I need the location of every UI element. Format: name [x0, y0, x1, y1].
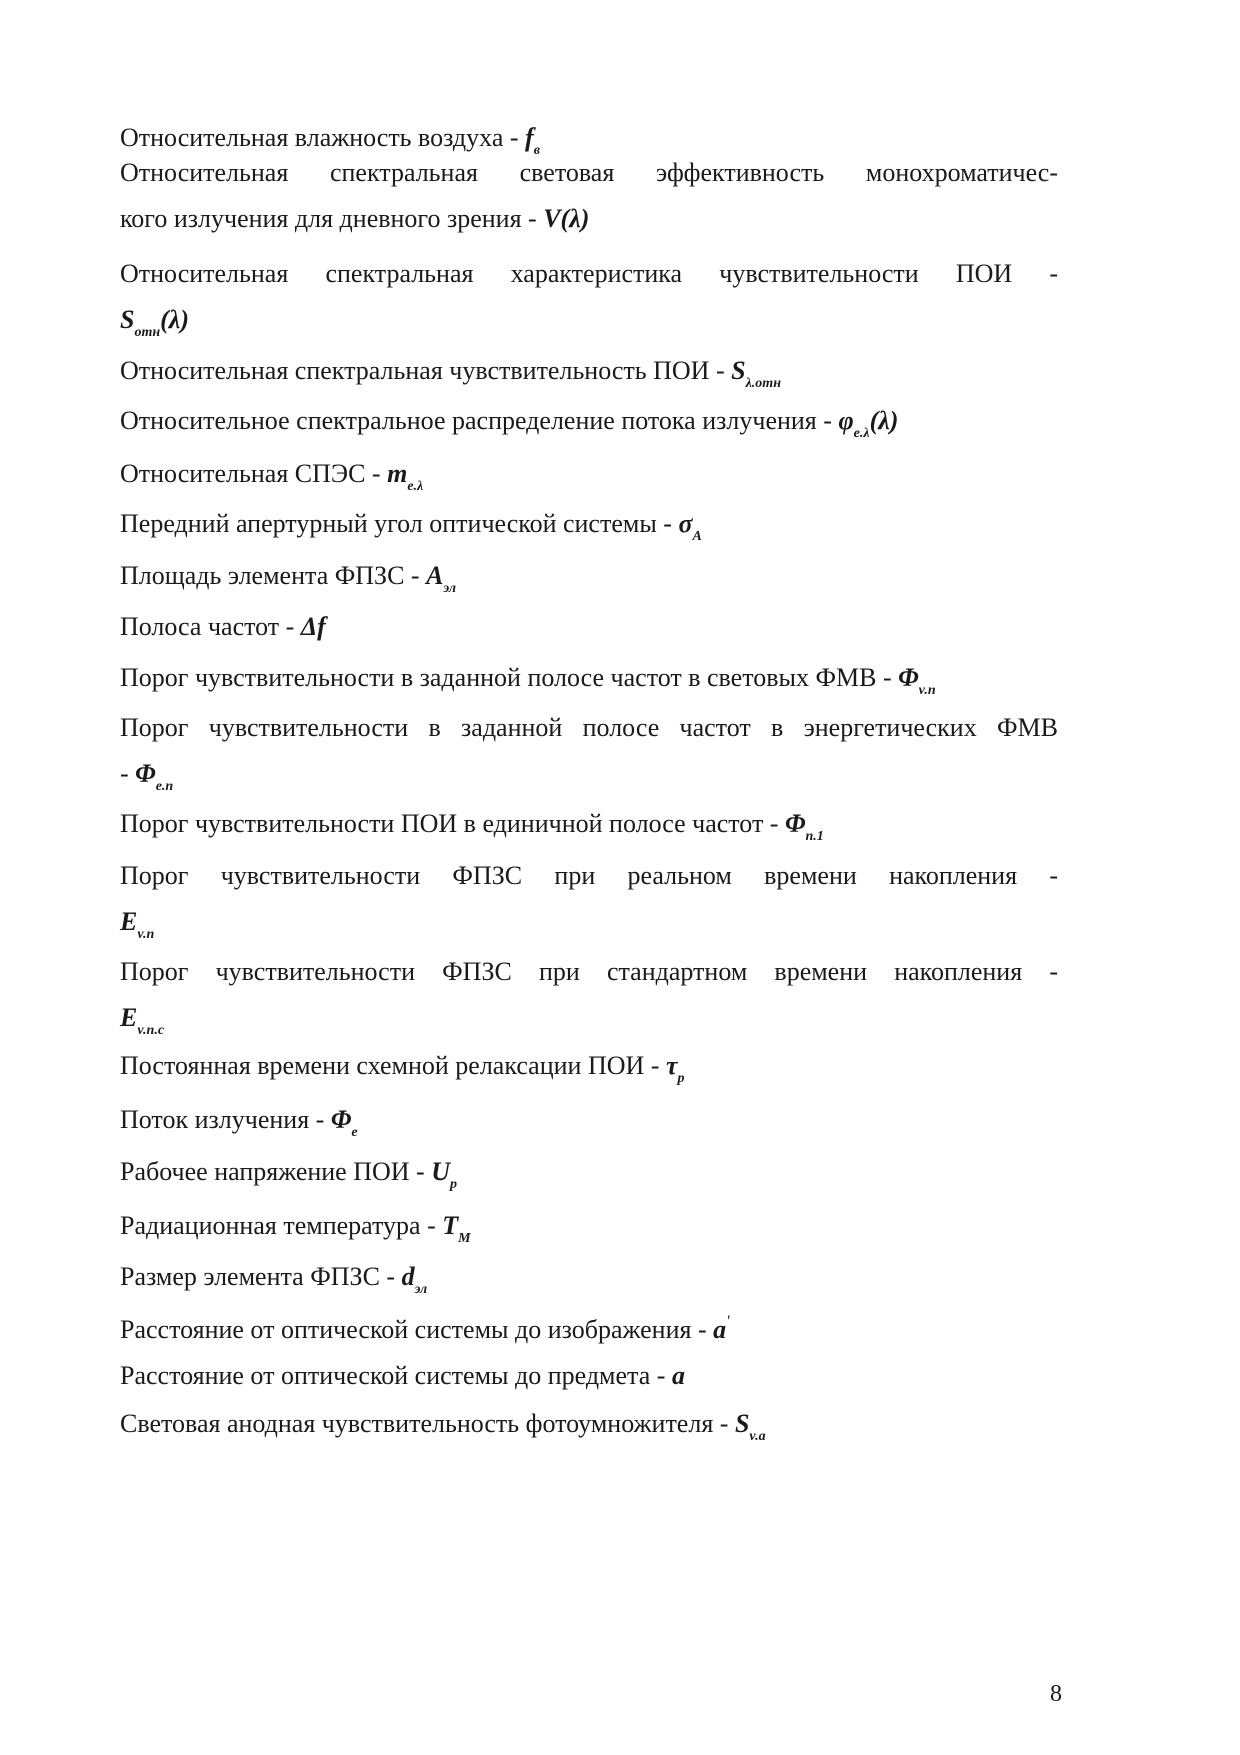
subscript: e.λ — [853, 426, 870, 441]
symbol: a — [713, 1315, 727, 1344]
entry-text: Порог чувствительности ФПЗС при реальном времени накопления - — [120, 861, 1058, 890]
symbol: U — [431, 1157, 450, 1186]
entry-spectral-characteristic-line2 — [120, 304, 1058, 340]
entry-threshold-real-time-line1 — [120, 860, 1058, 892]
subscript: в — [533, 143, 540, 158]
entry-text: Размер элемента ФПЗС - — [120, 1262, 402, 1291]
symbol: Φ — [330, 1105, 352, 1134]
entry-threshold-unit-band — [120, 808, 1058, 844]
superscript: ′ — [726, 1313, 730, 1330]
subscript: v.п — [137, 927, 155, 942]
entry-text: Порог чувствительности ПОИ в единичной полосе частот - — [120, 809, 785, 838]
entry-element-size — [120, 1261, 1058, 1297]
symbol: V(λ) — [543, 204, 590, 233]
subscript: отн — [134, 325, 161, 340]
entry-relative-humidity — [120, 122, 1058, 158]
entry-text: Относительная СПЭС - — [120, 459, 388, 488]
entry-text: Относительная спектральная чувствительность ПОИ - — [120, 356, 732, 385]
entry-text: Порог чувствительности ФПЗС при стандартном времени накопления - — [120, 957, 1058, 986]
entry-text: Расстояние от оптической системы до изображения - — [120, 1315, 714, 1344]
subscript: M — [458, 1231, 471, 1246]
subscript: e.λ — [407, 479, 424, 494]
symbol: τ — [665, 1051, 678, 1080]
entry-text: Постоянная времени схемной релаксации ПОИ - — [120, 1051, 666, 1080]
entry-threshold-real-time-line2 — [120, 906, 1058, 942]
entry-text: Относительная спектральная световая эффективность монохроматичес- — [120, 158, 1058, 187]
symbol: σ — [678, 509, 693, 538]
entry-text: Порог чувствительности в заданной полосе частот в световых ФМВ - — [120, 663, 899, 692]
entry-threshold-energy-line2 — [120, 758, 1058, 794]
symbol: Φ — [784, 809, 806, 838]
symbol: Φ — [135, 759, 156, 788]
entry-luminous-efficiency-line1 — [120, 157, 1058, 189]
subscript: v.a — [749, 1429, 766, 1444]
entry-text: Порог чувствительности в заданной полосе частот в энергетических ФМВ — [120, 713, 1058, 742]
subscript: v.п.с — [137, 1023, 165, 1038]
symbol: φ — [838, 406, 854, 435]
entry-threshold-standard-time-line1 — [120, 956, 1058, 988]
subscript: A — [692, 529, 702, 544]
entry-image-distance — [120, 1314, 1058, 1346]
entry-text: Световая анодная чувствительность фотоумножителя - — [120, 1409, 735, 1438]
subscript: эл — [414, 1282, 428, 1297]
entry-spectral-characteristic-line1 — [120, 258, 1058, 290]
subscript: p — [677, 1071, 685, 1086]
symbol: a — [671, 1361, 685, 1390]
symbol: Φ — [898, 663, 919, 692]
subscript: p — [450, 1177, 457, 1192]
entry-text: Расстояние от оптической системы до предмета - — [120, 1361, 672, 1390]
subscript: эл — [443, 581, 457, 596]
entry-threshold-standard-time-line2 — [120, 1002, 1058, 1038]
entry-text: Относительная спектральная характеристика чувствительности ПОИ - — [120, 259, 1058, 288]
entry-text: кого излучения для дневного зрения - — [120, 204, 544, 233]
subscript: e.п — [155, 779, 174, 794]
subscript: e — [351, 1125, 358, 1140]
entry-text: Поток излучения - — [120, 1105, 331, 1134]
symbol: Δf — [300, 612, 326, 641]
symbol-argument: (λ) — [160, 305, 189, 334]
symbol: S — [120, 305, 135, 334]
symbol: m — [387, 459, 408, 488]
entry-object-distance — [120, 1360, 1058, 1392]
symbol: S — [731, 356, 746, 385]
entry-relative-spes — [120, 458, 1058, 494]
entry-relaxation-time — [120, 1050, 1058, 1086]
entry-luminous-efficiency-line2 — [120, 203, 1058, 235]
entry-operating-voltage — [120, 1156, 1058, 1192]
subscript: п.1 — [805, 829, 824, 844]
symbol: E — [120, 1003, 138, 1032]
entry-text: Площадь элемента ФПЗС - — [120, 561, 427, 590]
entry-text: Передний апертурный угол оптической системы - — [120, 509, 679, 538]
symbol: T — [442, 1211, 459, 1240]
entry-spectral-distribution — [120, 405, 1058, 441]
symbol: S — [734, 1409, 750, 1438]
symbol: f — [525, 123, 534, 152]
entry-text: Рабочее напряжение ПОИ - — [120, 1157, 432, 1186]
symbol: E — [120, 907, 138, 936]
entry-threshold-light — [120, 662, 1058, 698]
entry-text: Относительное спектральное распределение потока излучения - — [120, 406, 839, 435]
symbol: A — [426, 561, 444, 590]
entry-element-area — [120, 560, 1058, 596]
page-number: 8 — [1050, 1681, 1062, 1707]
entry-spectral-sensitivity — [120, 355, 1058, 391]
subscript: v.п — [918, 683, 936, 698]
subscript: λ.отн — [745, 376, 781, 391]
entry-threshold-energy-line1 — [120, 712, 1058, 744]
entry-aperture-angle — [120, 508, 1058, 544]
symbol: d — [401, 1262, 415, 1291]
entry-text: Радиационная температура - — [120, 1211, 443, 1240]
entry-radiation-temperature — [120, 1210, 1058, 1246]
entry-bandwidth — [120, 611, 1058, 643]
entry-radiant-flux — [120, 1104, 1058, 1140]
entry-text: Полоса частот - — [120, 612, 301, 641]
entry-text: - — [120, 759, 136, 788]
entry-text: Относительная влажность воздуха - — [120, 123, 526, 152]
symbol-argument: (λ) — [869, 406, 899, 435]
entry-anode-sensitivity — [120, 1408, 1058, 1444]
